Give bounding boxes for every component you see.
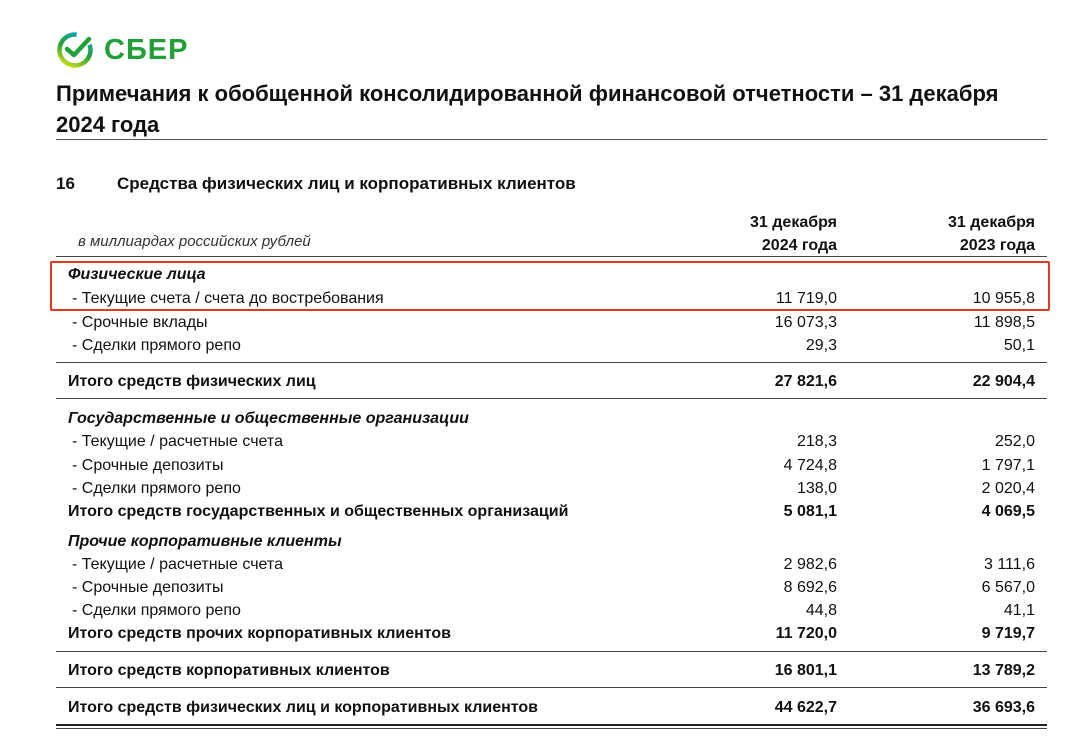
section-number: 16 [56,174,75,193]
value-2024: 138,0 [796,480,837,497]
row-label: Физические лица [68,266,206,283]
value-2023: 1 797,1 [981,457,1035,474]
table-row [56,553,1047,576]
table-row-total-corporate [56,659,1047,682]
value-2024: 16 801,1 [774,662,837,679]
table-row [56,334,1047,357]
row-label: - Текущие счета / счета до востребования [72,290,384,307]
section-heading [56,174,576,194]
column-header-2024 [700,211,837,257]
value-2024: 44,8 [805,602,837,619]
value-2023: 6 567,0 [981,579,1035,596]
header-divider [56,256,1047,257]
section-title: Средства физических лиц и корпоративных клиентов [117,174,576,193]
row-label: - Срочные депозиты [72,579,224,596]
value-2023: 13 789,2 [972,662,1035,679]
column-header-2023 [898,211,1035,257]
value-2023: 3 111,6 [983,556,1035,573]
table-row [56,477,1047,500]
row-divider [56,362,1047,363]
row-label: Итого средств государственных и общественных организаций [68,503,569,520]
table-bottom-rule [56,724,1047,726]
table-row-group-government [56,407,1047,430]
row-label: Итого средств корпоративных клиентов [68,662,390,679]
row-label: Итого средств физических лиц [68,373,316,390]
column-header-2024-line2: 2024 года [761,237,837,254]
table-row-total [56,370,1047,393]
row-label: - Срочные депозиты [72,457,224,474]
row-label: - Текущие / расчетные счета [72,433,283,450]
value-2024: 5 081,1 [783,503,837,520]
highlight-box [50,261,1050,311]
sber-logo-icon [56,31,94,69]
row-label: - Срочные вклады [72,314,208,331]
value-2023: 41,1 [1003,602,1035,619]
row-divider [56,398,1047,399]
table-row-group-other-corporate [56,530,1047,553]
row-label: Прочие корпоративные клиенты [68,533,342,550]
column-header-2023-line2: 2023 года [959,237,1035,254]
value-2024: 16 073,3 [774,314,837,331]
value-2023: 252,0 [994,433,1035,450]
row-label: - Сделки прямого репо [72,602,241,619]
table-row [56,430,1047,453]
table-row [56,311,1047,334]
row-label: - Текущие / расчетные счета [72,556,283,573]
value-2023: 9 719,7 [981,625,1035,642]
value-2024: 11 719,0 [775,290,837,307]
title-divider [56,139,1047,140]
row-label: - Сделки прямого репо [72,337,241,354]
value-2023: 11 898,5 [973,314,1035,331]
table-row-total [56,500,1047,523]
value-2024: 218,3 [796,433,837,450]
row-label: Государственные и общественные организации [68,410,469,427]
column-header-2024-line1: 31 декабря [750,214,837,231]
row-divider [56,651,1047,652]
row-divider [56,687,1047,688]
value-2023: 36 693,6 [972,699,1035,716]
table-row [56,454,1047,477]
value-2024: 11 720,0 [775,625,837,642]
column-header-2023-line1: 31 декабря [948,214,1035,231]
row-label: Итого средств физических лиц и корпоративных клиентов [68,699,538,716]
value-2023: 22 904,4 [972,373,1035,390]
value-2024: 4 724,8 [783,457,837,474]
table-row [56,599,1047,622]
row-label: Итого средств прочих корпоративных клиентов [68,625,452,642]
value-2024: 2 982,6 [783,556,837,573]
value-2024: 27 821,6 [774,373,837,390]
table-row-total [56,622,1047,645]
logo-text: СБЕР [104,34,189,66]
value-2024: 29,3 [805,337,837,354]
value-2023: 4 069,5 [981,503,1035,520]
value-2024: 44 622,7 [774,699,837,716]
sber-logo [56,30,188,70]
value-2023: 2 020,4 [981,480,1035,497]
units-caption: в миллиардах российских рублей [78,233,311,250]
value-2023: 10 955,8 [972,290,1035,307]
value-2023: 50,1 [1003,337,1035,354]
table-row-grand-total [56,696,1047,719]
table-bottom-rule-double [56,728,1047,729]
document-title: Примечания к обобщенной консолидированной финансовой отчетности – 31 декабря 2024 года [56,81,999,137]
value-2024: 8 692,6 [783,579,837,596]
table-row [56,576,1047,599]
row-label: - Сделки прямого репо [72,480,241,497]
